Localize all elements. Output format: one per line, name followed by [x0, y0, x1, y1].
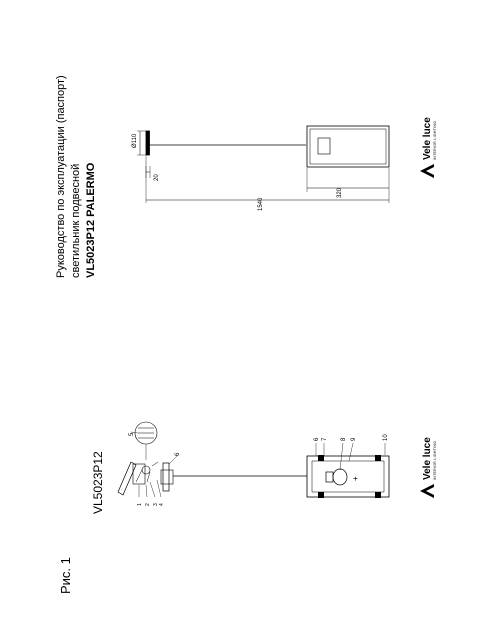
canopy-side-view [146, 131, 150, 155]
callout-7: 7 [322, 437, 328, 441]
shade-frame-inner [310, 129, 386, 164]
shade-length-dimension: 320 [337, 187, 343, 198]
brand-tagline: INTERIOR LIGHTING [433, 120, 437, 160]
shade-frame-outer [307, 126, 389, 167]
callout-2: 2 [145, 503, 151, 506]
callout-5: 5 [129, 432, 135, 436]
callout-10: 10 [383, 434, 389, 441]
callout-9: 9 [351, 437, 357, 441]
callout-3: 3 [153, 503, 159, 506]
brand-logo-top [420, 112, 440, 178]
mounting-bracket [118, 462, 136, 495]
bulb [333, 469, 347, 485]
brand-name: Vele luce [422, 437, 433, 480]
canopy-exploded [163, 463, 169, 491]
exploded-shade-frame [307, 456, 389, 497]
product-model-title: VL5023P12 PALERMO [85, 162, 97, 278]
canopy-height-dimension: 20 [154, 174, 160, 181]
bulb-socket [326, 472, 333, 482]
lamp-holder [318, 138, 330, 154]
callout-4: 4 [159, 503, 165, 506]
callout-6-right: 6 [314, 437, 320, 441]
manual-title: Руководство по эксплуатации (паспорт) [55, 75, 67, 278]
canopy-diameter-dimension: Ø110 [132, 133, 138, 148]
overall-length-dimension: 1540 [258, 197, 264, 211]
figure-label: Рис. 1 [58, 557, 73, 594]
callout-6-left: 6 [175, 452, 181, 456]
logo-triangle-icon [420, 164, 434, 178]
brand-name: Vele luce [422, 117, 433, 160]
callout-1: 1 [137, 503, 143, 506]
brand-logo-bottom [420, 432, 440, 498]
bulb-plus-sign: + [351, 476, 360, 481]
figure-model-label: VL5023P12 [91, 451, 105, 514]
callout-8: 8 [341, 437, 347, 441]
product-type: светильник подвесной [70, 163, 82, 278]
exploded-drawing [118, 422, 389, 498]
logo-triangle-icon [420, 484, 434, 498]
brand-tagline: INTERIOR LIGHTING [433, 440, 437, 480]
dimension-drawing [137, 126, 389, 203]
